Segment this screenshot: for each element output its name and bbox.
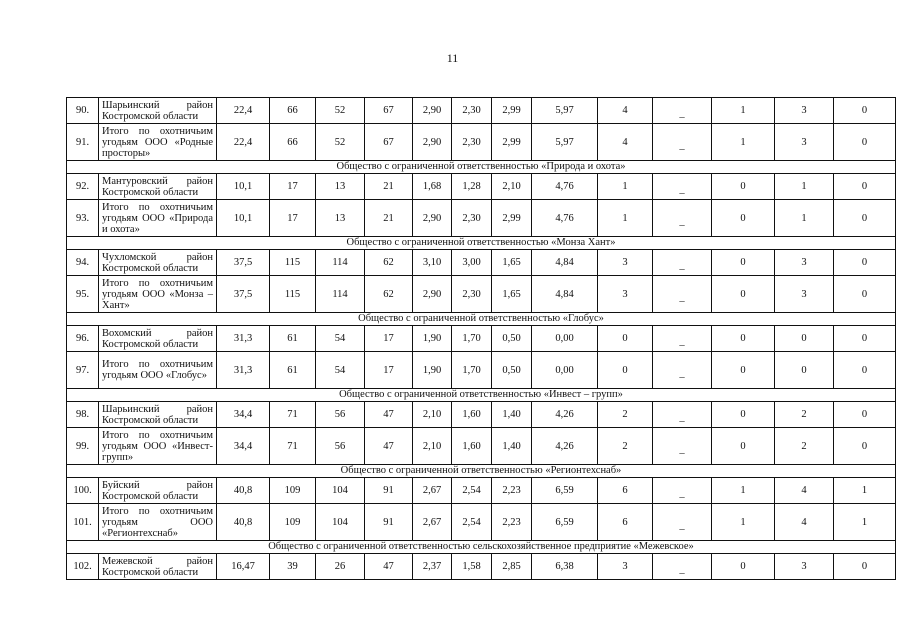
cell-quota: 6 xyxy=(598,478,653,504)
cell-quota-pct: 5,97 xyxy=(532,98,598,124)
cell-area: 34,4 xyxy=(217,402,270,428)
district-name: Итого по охотничьим угодьям ООО «Монза – Хант» xyxy=(99,276,217,313)
cell-count-c: 91 xyxy=(365,478,413,504)
cell-quota: 0 xyxy=(598,326,653,352)
cell-quota-pct: 5,97 xyxy=(532,124,598,161)
cell-value-c: 0 xyxy=(834,98,896,124)
district-name: Буйский район Костромской области xyxy=(99,478,217,504)
cell-count-a: 17 xyxy=(270,174,316,200)
cell-value-c: 0 xyxy=(834,250,896,276)
cell-density-c: 2,99 xyxy=(492,124,532,161)
cell-count-b: 114 xyxy=(316,250,365,276)
cell-area: 40,8 xyxy=(217,478,270,504)
district-name: Шарьинский район Костромской области xyxy=(99,98,217,124)
cell-count-b: 54 xyxy=(316,326,365,352)
dash-mark: _ xyxy=(679,108,685,119)
cell-count-a: 17 xyxy=(270,200,316,237)
table-row xyxy=(67,504,896,541)
district-name: Итого по охотничьим угодьям ООО «Инвест-групп» xyxy=(99,428,217,465)
cell-density-c: 2,23 xyxy=(492,478,532,504)
cell-quota-pct: 4,26 xyxy=(532,428,598,465)
dash-mark: _ xyxy=(679,139,685,151)
cell-count-c: 62 xyxy=(365,276,413,313)
cell-density-a: 2,37 xyxy=(413,554,452,580)
district-name: Мантуровский район Костромской области xyxy=(99,174,217,200)
cell-quota-pct: 4,76 xyxy=(532,200,598,237)
row-number: 90. xyxy=(67,98,99,124)
row-number: 91. xyxy=(67,124,99,161)
cell-dash xyxy=(653,352,712,389)
cell-count-c: 17 xyxy=(365,326,413,352)
cell-value-c: 0 xyxy=(834,124,896,161)
cell-quota-pct: 4,84 xyxy=(532,250,598,276)
district-name: Итого по охотничьим угодьям ООО «Родные просторы» xyxy=(99,124,217,161)
table-row xyxy=(67,98,896,124)
cell-value-b: 3 xyxy=(775,250,834,276)
table-row xyxy=(67,174,896,200)
district-name: Итого по охотничьим угодьям ООО «Глобус» xyxy=(99,352,217,389)
cell-quota: 3 xyxy=(598,554,653,580)
table-row xyxy=(67,250,896,276)
district-name: Вохомский район Костромской области xyxy=(99,326,217,352)
cell-dash xyxy=(653,200,712,237)
cell-count-a: 109 xyxy=(270,478,316,504)
section-row xyxy=(67,465,896,478)
cell-count-a: 115 xyxy=(270,250,316,276)
row-number: 100. xyxy=(67,478,99,504)
cell-count-b: 104 xyxy=(316,478,365,504)
cell-value-c: 1 xyxy=(834,504,896,541)
table-row xyxy=(67,402,896,428)
cell-density-b: 1,58 xyxy=(452,554,492,580)
cell-quota-pct: 0,00 xyxy=(532,326,598,352)
cell-value-a: 0 xyxy=(712,352,775,389)
section-row xyxy=(67,313,896,326)
section-title: Общество с ограниченной ответственностью «Монза Хант» xyxy=(67,237,896,250)
cell-density-c: 2,99 xyxy=(492,200,532,237)
cell-value-b: 3 xyxy=(775,98,834,124)
cell-value-b: 1 xyxy=(775,200,834,237)
cell-density-c: 2,23 xyxy=(492,504,532,541)
cell-value-b: 4 xyxy=(775,478,834,504)
cell-count-b: 114 xyxy=(316,276,365,313)
table-row xyxy=(67,124,896,161)
row-number: 99. xyxy=(67,428,99,465)
cell-count-c: 62 xyxy=(365,250,413,276)
cell-density-b: 2,30 xyxy=(452,98,492,124)
cell-count-a: 66 xyxy=(270,124,316,161)
cell-count-c: 21 xyxy=(365,200,413,237)
cell-area: 10,1 xyxy=(217,174,270,200)
dash-mark: _ xyxy=(679,412,685,423)
cell-count-a: 115 xyxy=(270,276,316,313)
cell-value-a: 0 xyxy=(712,200,775,237)
cell-quota: 3 xyxy=(598,276,653,313)
cell-value-c: 1 xyxy=(834,478,896,504)
cell-area: 34,4 xyxy=(217,428,270,465)
cell-area: 16,47 xyxy=(217,554,270,580)
cell-count-a: 71 xyxy=(270,428,316,465)
dash-mark: _ xyxy=(679,184,685,195)
cell-count-c: 47 xyxy=(365,554,413,580)
cell-value-a: 0 xyxy=(712,402,775,428)
section-row xyxy=(67,237,896,250)
cell-value-b: 2 xyxy=(775,402,834,428)
table-row xyxy=(67,478,896,504)
cell-count-b: 52 xyxy=(316,124,365,161)
cell-density-c: 2,10 xyxy=(492,174,532,200)
page-number: 11 xyxy=(446,51,459,65)
section-title: Общество с ограниченной ответственностью «Глобус» xyxy=(67,313,896,326)
table-row xyxy=(67,352,896,389)
cell-quota: 4 xyxy=(598,98,653,124)
cell-density-b: 3,00 xyxy=(452,250,492,276)
row-number: 94. xyxy=(67,250,99,276)
table-row xyxy=(67,428,896,465)
cell-value-b: 0 xyxy=(775,352,834,389)
cell-quota-pct: 4,76 xyxy=(532,174,598,200)
cell-quota-pct: 4,84 xyxy=(532,276,598,313)
cell-count-a: 109 xyxy=(270,504,316,541)
district-name: Шарьинский район Костромской области xyxy=(99,402,217,428)
cell-density-a: 2,90 xyxy=(413,124,452,161)
row-number: 96. xyxy=(67,326,99,352)
cell-density-b: 2,30 xyxy=(452,124,492,161)
cell-count-b: 26 xyxy=(316,554,365,580)
cell-density-c: 1,40 xyxy=(492,428,532,465)
cell-value-b: 3 xyxy=(775,124,834,161)
cell-density-a: 2,90 xyxy=(413,98,452,124)
cell-density-c: 1,65 xyxy=(492,276,532,313)
cell-density-c: 0,50 xyxy=(492,352,532,389)
cell-density-c: 2,85 xyxy=(492,554,532,580)
cell-value-c: 0 xyxy=(834,326,896,352)
table-row xyxy=(67,200,896,237)
cell-count-b: 52 xyxy=(316,98,365,124)
cell-density-b: 1,28 xyxy=(452,174,492,200)
section-title: Общество с ограниченной ответственностью «Инвест – групп» xyxy=(67,389,896,402)
cell-quota: 2 xyxy=(598,428,653,465)
row-number: 97. xyxy=(67,352,99,389)
cell-density-a: 2,67 xyxy=(413,478,452,504)
cell-density-a: 2,90 xyxy=(413,276,452,313)
cell-value-c: 0 xyxy=(834,276,896,313)
cell-density-a: 1,68 xyxy=(413,174,452,200)
cell-count-b: 56 xyxy=(316,428,365,465)
cell-density-b: 2,54 xyxy=(452,478,492,504)
cell-count-a: 39 xyxy=(270,554,316,580)
cell-dash xyxy=(653,504,712,541)
cell-density-c: 2,99 xyxy=(492,98,532,124)
cell-count-a: 61 xyxy=(270,352,316,389)
cell-count-a: 66 xyxy=(270,98,316,124)
dash-mark: _ xyxy=(679,367,685,379)
cell-quota: 3 xyxy=(598,250,653,276)
cell-area: 22,4 xyxy=(217,124,270,161)
cell-quota-pct: 6,59 xyxy=(532,478,598,504)
cell-density-b: 2,30 xyxy=(452,276,492,313)
cell-count-b: 13 xyxy=(316,174,365,200)
row-number: 102. xyxy=(67,554,99,580)
cell-count-c: 67 xyxy=(365,98,413,124)
cell-count-c: 67 xyxy=(365,124,413,161)
cell-count-b: 13 xyxy=(316,200,365,237)
cell-density-b: 2,54 xyxy=(452,504,492,541)
cell-count-b: 56 xyxy=(316,402,365,428)
cell-dash xyxy=(653,276,712,313)
cell-density-c: 0,50 xyxy=(492,326,532,352)
cell-value-c: 0 xyxy=(834,402,896,428)
cell-density-a: 1,90 xyxy=(413,326,452,352)
dash-mark: _ xyxy=(679,519,685,531)
cell-quota: 1 xyxy=(598,174,653,200)
cell-density-c: 1,40 xyxy=(492,402,532,428)
cell-value-a: 0 xyxy=(712,326,775,352)
table-row xyxy=(67,276,896,313)
cell-value-c: 0 xyxy=(834,174,896,200)
row-number: 101. xyxy=(67,504,99,541)
cell-dash xyxy=(653,478,712,504)
district-name: Чухломской район Костромской области xyxy=(99,250,217,276)
cell-density-b: 1,70 xyxy=(452,326,492,352)
cell-value-b: 4 xyxy=(775,504,834,541)
cell-value-a: 0 xyxy=(712,174,775,200)
table-row xyxy=(67,326,896,352)
district-name: Межевской район Костромской области xyxy=(99,554,217,580)
dash-mark: _ xyxy=(679,336,685,347)
cell-dash xyxy=(653,124,712,161)
row-number: 98. xyxy=(67,402,99,428)
cell-density-b: 1,70 xyxy=(452,352,492,389)
district-name: Итого по охотничьим угодьям ООО «Регионтехснаб» xyxy=(99,504,217,541)
cell-density-b: 1,60 xyxy=(452,428,492,465)
cell-value-c: 0 xyxy=(834,352,896,389)
cell-quota: 1 xyxy=(598,200,653,237)
cell-value-a: 0 xyxy=(712,250,775,276)
cell-area: 31,3 xyxy=(217,326,270,352)
cell-density-a: 2,67 xyxy=(413,504,452,541)
cell-density-b: 2,30 xyxy=(452,200,492,237)
cell-count-c: 21 xyxy=(365,174,413,200)
cell-value-a: 0 xyxy=(712,276,775,313)
cell-count-c: 91 xyxy=(365,504,413,541)
row-number: 95. xyxy=(67,276,99,313)
cell-dash xyxy=(653,250,712,276)
cell-value-b: 2 xyxy=(775,428,834,465)
cell-value-a: 1 xyxy=(712,478,775,504)
dash-mark: _ xyxy=(679,488,685,499)
cell-density-a: 2,90 xyxy=(413,200,452,237)
dash-mark: _ xyxy=(679,443,685,455)
cell-quota-pct: 0,00 xyxy=(532,352,598,389)
cell-quota-pct: 6,38 xyxy=(532,554,598,580)
cell-area: 31,3 xyxy=(217,352,270,389)
cell-value-b: 3 xyxy=(775,276,834,313)
cell-count-a: 61 xyxy=(270,326,316,352)
dash-mark: _ xyxy=(679,215,685,227)
cell-value-a: 1 xyxy=(712,124,775,161)
section-title: Общество с ограниченной ответственностью «Природа и охота» xyxy=(67,161,896,174)
cell-density-a: 2,10 xyxy=(413,402,452,428)
hunting-grounds-table xyxy=(66,97,896,580)
cell-count-c: 47 xyxy=(365,402,413,428)
section-row xyxy=(67,161,896,174)
section-row xyxy=(67,389,896,402)
cell-value-c: 0 xyxy=(834,200,896,237)
cell-dash xyxy=(653,326,712,352)
cell-dash xyxy=(653,428,712,465)
cell-area: 37,5 xyxy=(217,250,270,276)
cell-density-a: 2,10 xyxy=(413,428,452,465)
cell-area: 40,8 xyxy=(217,504,270,541)
cell-quota: 4 xyxy=(598,124,653,161)
dash-mark: _ xyxy=(679,260,685,271)
cell-value-a: 1 xyxy=(712,504,775,541)
dash-mark: _ xyxy=(679,564,685,575)
section-title: Общество с ограниченной ответственностью сельскохозяйственное предприятие «Межевское» xyxy=(67,541,896,554)
section-row xyxy=(67,541,896,554)
cell-density-a: 1,90 xyxy=(413,352,452,389)
row-number: 93. xyxy=(67,200,99,237)
cell-density-c: 1,65 xyxy=(492,250,532,276)
cell-area: 37,5 xyxy=(217,276,270,313)
cell-dash xyxy=(653,402,712,428)
cell-area: 22,4 xyxy=(217,98,270,124)
row-number: 92. xyxy=(67,174,99,200)
cell-dash xyxy=(653,98,712,124)
cell-quota-pct: 4,26 xyxy=(532,402,598,428)
cell-value-a: 0 xyxy=(712,428,775,465)
cell-quota: 2 xyxy=(598,402,653,428)
cell-count-b: 104 xyxy=(316,504,365,541)
section-title: Общество с ограниченной ответственностью «Регионтехснаб» xyxy=(67,465,896,478)
cell-value-b: 3 xyxy=(775,554,834,580)
cell-area: 10,1 xyxy=(217,200,270,237)
cell-density-b: 1,60 xyxy=(452,402,492,428)
cell-count-a: 71 xyxy=(270,402,316,428)
dash-mark: _ xyxy=(679,291,685,303)
cell-quota: 6 xyxy=(598,504,653,541)
cell-value-c: 0 xyxy=(834,554,896,580)
cell-value-b: 0 xyxy=(775,326,834,352)
cell-dash xyxy=(653,174,712,200)
cell-density-a: 3,10 xyxy=(413,250,452,276)
cell-value-a: 0 xyxy=(712,554,775,580)
cell-value-a: 1 xyxy=(712,98,775,124)
cell-count-c: 47 xyxy=(365,428,413,465)
district-name: Итого по охотничьим угодьям ООО «Природа и охота» xyxy=(99,200,217,237)
cell-count-b: 54 xyxy=(316,352,365,389)
cell-value-b: 1 xyxy=(775,174,834,200)
table-row xyxy=(67,554,896,580)
cell-quota-pct: 6,59 xyxy=(532,504,598,541)
cell-count-c: 17 xyxy=(365,352,413,389)
cell-quota: 0 xyxy=(598,352,653,389)
cell-dash xyxy=(653,554,712,580)
cell-value-c: 0 xyxy=(834,428,896,465)
